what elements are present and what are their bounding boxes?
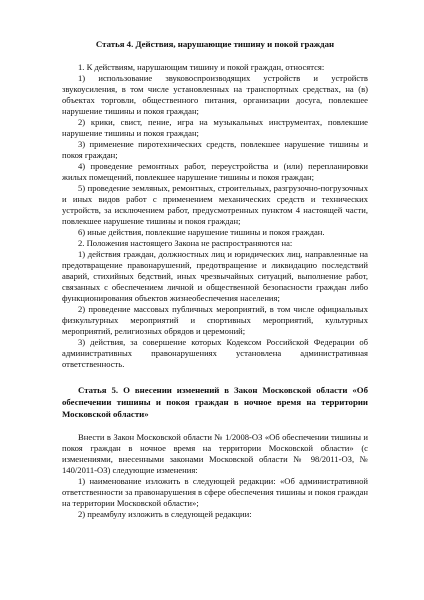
article-4-paragraph: 2) крики, свист, пение, игра на музыкальных инструментах, повлекшие нарушение тишины и покоя граждан; — [62, 117, 368, 138]
article-4-paragraph: 2. Положения настоящего Закона не распространяются на: — [78, 238, 293, 248]
article-4-paragraph: 4) проведение ремонтных работ, переустройства и (или) перепланировки жилых помещений, повлекшее нарушение тишины и покоя граждан; — [62, 161, 368, 182]
article-5-paragraph: 1) наименование изложить в следующей редакции: «Об административной ответственности за правонарушения в сфере обеспечения тишины и покоя граждан на территории Московской области»; — [62, 476, 368, 508]
article-5-paragraph: Внести в Закон Московской области № 1/2008-ОЗ «Об обеспечении тишины и покоя граждан в ночное время на территории Московской области» (с изменениями, внесенными законами Московской области № 98/2011-ОЗ, № 140/2011-ОЗ) следующие изменения: — [62, 432, 368, 475]
article-4-paragraph: 3) действия, за совершение которых Кодексом Российской Федерации об административных правонарушениях установлена административная ответственность. — [62, 337, 368, 369]
article-4-paragraph: 3) применение пиротехнических средств, повлекшее нарушение тишины и покоя граждан; — [62, 139, 368, 160]
article-5-paragraph: 2) преамбулу изложить в следующей редакции: — [78, 509, 252, 519]
article-4-title: Статья 4. Действия, нарушающие тишину и покой граждан — [95, 39, 335, 49]
article-4-paragraph: 5) проведение земляных, ремонтных, строительных, разгрузочно-погрузочных и иных видов работ с применением механических средств и технических устройств, за исключением работ, предусмотренных пунктом 4 настоящей части, повлекшее нарушение тишины и покоя граждан; — [62, 183, 368, 226]
article-4-paragraph: 1) действия граждан, должностных лиц и юридических лиц, направленные на предотвращение правонарушений, предотвращение и ликвидацию последствий аварий, стихийных бедствий, иных чрезвычайных ситуаций, выполнение работ, связанных с обеспечением личной и общественной безопасности граждан либо функционирования объектов жизнеобеспечения населения; — [62, 249, 368, 303]
article-4-paragraph: 6) иные действия, повлекшие нарушение тишины и покоя граждан. — [78, 227, 325, 237]
article-4-paragraph: 1) использование звуковоспроизводящих устройств и устройств звукоусиления, в том числе установленных на транспортных средствах, на (в) объектах торговли, общественного питания, организации досуга, повлекшее нарушение тишины и покоя граждан; — [62, 73, 368, 116]
article-4-paragraph: 1. К действиям, нарушающим тишину и покой граждан, относятся: — [78, 62, 325, 72]
article-5-title: Статья 5. О внесении изменений в Закон Московской области «Об обеспечении тишины и покоя граждан в ночное время на территории Московской области» — [62, 385, 368, 419]
article-4-paragraph: 2) проведение массовых публичных мероприятий, в том числе официальных физкультурных мероприятий и спортивных мероприятий, культурных мероприятий, религиозных обрядов и церемоний; — [62, 304, 368, 336]
